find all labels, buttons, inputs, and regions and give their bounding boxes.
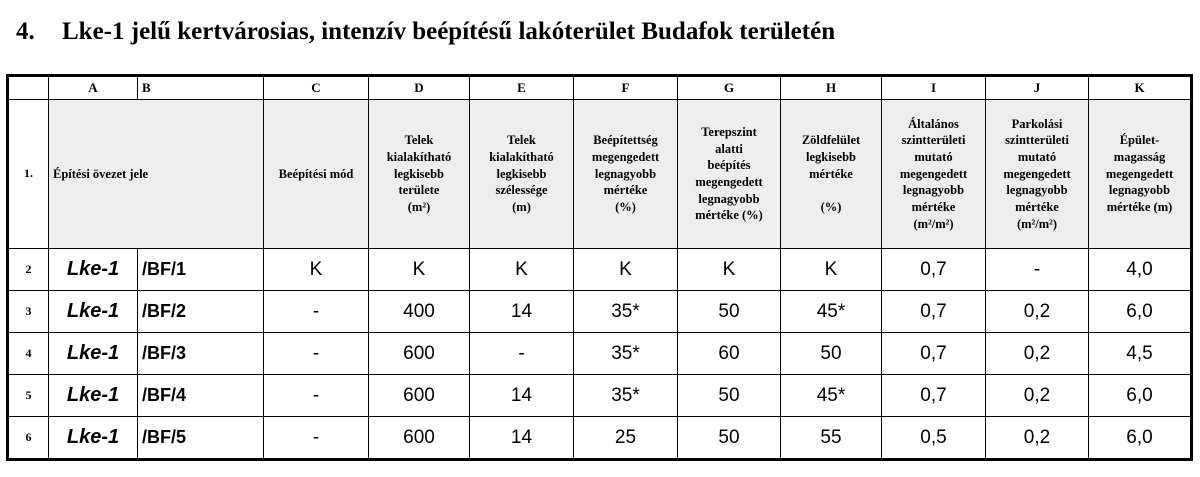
- value-cell: -: [264, 417, 369, 459]
- subzone-code-cell: /BF/3: [138, 333, 264, 375]
- column-letter: H: [781, 77, 882, 100]
- zone-code-cell: Lke-1: [49, 249, 138, 291]
- value-cell: 35*: [574, 375, 678, 417]
- value-cell: 0,2: [986, 291, 1089, 333]
- column-header: Beépítettség megengedett legnagyobb mértéke (%): [574, 100, 678, 249]
- table-row: [9, 291, 1191, 333]
- value-cell: 25: [574, 417, 678, 459]
- table-row: [9, 417, 1191, 459]
- value-cell: K: [470, 249, 574, 291]
- heading-number: 4.: [16, 18, 35, 45]
- value-cell: 50: [781, 333, 882, 375]
- heading-text: Lke-1 jelű kertvárosias, intenzív beépítésű lakóterület Budafok területén: [62, 18, 836, 45]
- value-cell: 0,7: [882, 291, 986, 333]
- column-header: Telek kialakítható legkisebb területe (m²): [369, 100, 470, 249]
- zoning-table: [8, 76, 1191, 459]
- value-cell: 14: [470, 417, 574, 459]
- value-cell: 45*: [781, 291, 882, 333]
- column-header: Beépítési mód: [264, 100, 369, 249]
- column-letter: C: [264, 77, 369, 100]
- value-cell: 6,0: [1089, 291, 1191, 333]
- value-cell: 55: [781, 417, 882, 459]
- value-cell: 50: [678, 375, 781, 417]
- value-cell: K: [781, 249, 882, 291]
- column-letter-row: [9, 77, 1191, 100]
- value-cell: 0,7: [882, 375, 986, 417]
- subzone-code-cell: /BF/1: [138, 249, 264, 291]
- zone-label-header: Építési övezet jele: [49, 100, 264, 249]
- value-cell: 14: [470, 375, 574, 417]
- value-cell: K: [264, 249, 369, 291]
- zone-code-cell: Lke-1: [49, 291, 138, 333]
- value-cell: 600: [369, 417, 470, 459]
- zone-code-cell: Lke-1: [49, 333, 138, 375]
- row-number-cell: 5: [9, 375, 49, 417]
- zone-code-cell: Lke-1: [49, 417, 138, 459]
- row-number-cell: 6: [9, 417, 49, 459]
- subzone-code-cell: /BF/2: [138, 291, 264, 333]
- row-number-cell: 4: [9, 333, 49, 375]
- value-cell: 600: [369, 375, 470, 417]
- value-cell: 400: [369, 291, 470, 333]
- value-cell: K: [574, 249, 678, 291]
- header-row: [9, 100, 1191, 249]
- column-header: Általános szintterületi mutató megengedett legnagyobb mértéke (m²/m²): [882, 100, 986, 249]
- table-row: [9, 333, 1191, 375]
- data-rows: [9, 249, 1191, 459]
- value-cell: 0,2: [986, 333, 1089, 375]
- column-letter: I: [882, 77, 986, 100]
- row-number-cell: 3: [9, 291, 49, 333]
- table-row: [9, 249, 1191, 291]
- column-header: Zöldfelület legkisebb mértéke (%): [781, 100, 882, 249]
- value-cell: 6,0: [1089, 375, 1191, 417]
- value-cell: K: [369, 249, 470, 291]
- value-cell: 0,5: [882, 417, 986, 459]
- value-cell: 14: [470, 291, 574, 333]
- value-cell: 35*: [574, 333, 678, 375]
- column-letter: J: [986, 77, 1089, 100]
- column-letter: K: [1089, 77, 1191, 100]
- column-header: Terepszint alatti beépítés megengedett legnagyobb mértéke (%): [678, 100, 781, 249]
- value-cell: 50: [678, 417, 781, 459]
- value-cell: 50: [678, 291, 781, 333]
- column-header: Parkolási szintterületi mutató megengedett legnagyobb mértéke (m²/m²): [986, 100, 1089, 249]
- value-cell: -: [470, 333, 574, 375]
- column-header: Telek kialakítható legkisebb szélessége (m): [470, 100, 574, 249]
- value-cell: 0,7: [882, 333, 986, 375]
- subzone-code-cell: /BF/5: [138, 417, 264, 459]
- value-cell: 4,5: [1089, 333, 1191, 375]
- value-cell: -: [264, 291, 369, 333]
- value-cell: K: [678, 249, 781, 291]
- column-letter: F: [574, 77, 678, 100]
- value-cell: 0,2: [986, 375, 1089, 417]
- column-letter: B: [138, 77, 264, 100]
- subzone-code-cell: /BF/4: [138, 375, 264, 417]
- value-cell: -: [264, 375, 369, 417]
- value-cell: 4,0: [1089, 249, 1191, 291]
- column-header: Épület- magasság megengedett legnagyobb mértéke (m): [1089, 100, 1191, 249]
- document-heading: [16, 18, 835, 46]
- column-letter: E: [470, 77, 574, 100]
- value-cell: 35*: [574, 291, 678, 333]
- row-number-cell: 1.: [9, 100, 49, 249]
- table-row: [9, 375, 1191, 417]
- value-cell: 600: [369, 333, 470, 375]
- value-cell: 6,0: [1089, 417, 1191, 459]
- value-cell: 45*: [781, 375, 882, 417]
- value-cell: 0,2: [986, 417, 1089, 459]
- column-letter: G: [678, 77, 781, 100]
- row-number-cell: [9, 77, 49, 100]
- column-letter: A: [49, 77, 138, 100]
- value-cell: -: [264, 333, 369, 375]
- value-cell: 60: [678, 333, 781, 375]
- column-letter: D: [369, 77, 470, 100]
- value-cell: 0,7: [882, 249, 986, 291]
- zone-code-cell: Lke-1: [49, 375, 138, 417]
- row-number-cell: 2: [9, 249, 49, 291]
- value-cell: -: [986, 249, 1089, 291]
